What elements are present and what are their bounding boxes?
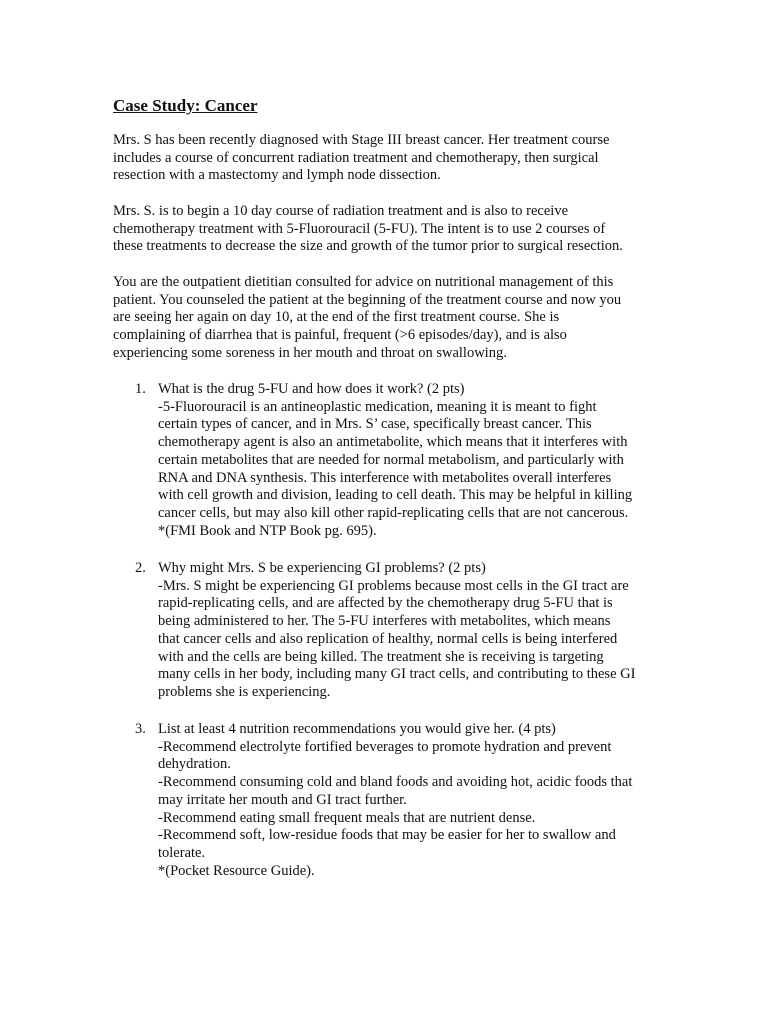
paragraph-line: includes a course of concurrent radiation treatment and chemotherapy, then surgical bbox=[113, 149, 599, 166]
question-body bbox=[158, 381, 632, 540]
answer-line: with cell growth and division, leading to cell death. This may be helpful in killing bbox=[158, 487, 633, 504]
answer-citation: *(FMI Book and NTP Book pg. 695). bbox=[158, 522, 377, 539]
intro-paragraph-diagnosis bbox=[113, 132, 653, 185]
question-number: 2. bbox=[135, 560, 146, 576]
answer-line: that cancer cells and also replication of healthy, normal cells is being interfered bbox=[158, 630, 618, 647]
question-body bbox=[158, 560, 635, 702]
question-prompt: Why might Mrs. S be experiencing GI problems? (2 pts) bbox=[158, 560, 486, 576]
answer-line: RNA and DNA synthesis. This interference with metabolites overall interferes bbox=[158, 469, 612, 486]
question-number: 1. bbox=[135, 381, 146, 397]
answer-line: may irritate her mouth and GI tract further. bbox=[158, 791, 407, 808]
paragraph-line: are seeing her again on day 10, at the end of the first treatment course. She is bbox=[113, 309, 560, 326]
answer-line: -Mrs. S might be experiencing GI problems because most cells in the GI tract are bbox=[158, 577, 629, 594]
answer-line: -Recommend electrolyte fortified beverages to promote hydration and prevent bbox=[158, 738, 612, 755]
paragraph-line: experiencing some soreness in her mouth and throat on swallowing. bbox=[113, 344, 507, 361]
answer-line: cancer cells, but may also kill other rapid-replicating cells that are not cancerous. bbox=[158, 504, 629, 521]
answer-line: problems she is experiencing. bbox=[158, 683, 331, 700]
answer-line: certain types of cancer, and in Mrs. S’ case, specifically breast cancer. This bbox=[158, 416, 592, 433]
answer-line: -Recommend consuming cold and bland foods and avoiding hot, acidic foods that bbox=[158, 774, 633, 791]
question-body bbox=[158, 721, 632, 880]
paragraph-line: resection with a mastectomy and lymph node dissection. bbox=[113, 167, 441, 184]
paragraph-line: Mrs. S has been recently diagnosed with Stage III breast cancer. Her treatment course bbox=[113, 132, 610, 148]
answer-line: -Recommend eating small frequent meals that are nutrient dense. bbox=[158, 809, 536, 826]
paragraph-line: chemotherapy treatment with 5-Fluorouracil (5-FU). The intent is to use 2 courses of bbox=[113, 220, 606, 237]
answer-line: rapid-replicating cells, and are affected by the chemotherapy drug 5-FU that is bbox=[158, 595, 613, 612]
answer-line: with and the cells are being killed. The treatment she is receiving is targeting bbox=[158, 648, 604, 665]
intro-paragraph-treatment bbox=[113, 203, 653, 256]
answer-line: -5-Fluorouracil is an antineoplastic medication, meaning it is meant to fight bbox=[158, 398, 597, 415]
question-number: 3. bbox=[135, 721, 146, 737]
paragraph-line: complaining of diarrhea that is painful, frequent (>6 episodes/day), and is also bbox=[113, 327, 567, 344]
paragraph-line: Mrs. S. is to begin a 10 day course of radiation treatment and is also to receive bbox=[113, 203, 569, 219]
question-prompt: What is the drug 5-FU and how does it work? (2 pts) bbox=[158, 381, 465, 397]
answer-line: being administered to her. The 5-FU interferes with metabolites, which means bbox=[158, 613, 611, 630]
answer-line: many cells in her body, including many GI tract cells, and contributing to these GI bbox=[158, 666, 636, 683]
intro-paragraph-dietitian bbox=[113, 274, 653, 363]
answer-line: chemotherapy agent is also an antimetabolite, which means that it interferes with bbox=[158, 434, 628, 451]
answer-line: certain metabolites that are needed for normal metabolism, and particularly with bbox=[158, 451, 624, 468]
answer-line: tolerate. bbox=[158, 844, 206, 861]
page-title: Case Study: Cancer bbox=[113, 96, 258, 115]
question-prompt: List at least 4 nutrition recommendations you would give her. (4 pts) bbox=[158, 721, 556, 737]
answer-line: dehydration. bbox=[158, 756, 231, 773]
paragraph-line: patient. You counseled the patient at the beginning of the treatment course and now you bbox=[113, 291, 622, 308]
paragraph-line: these treatments to decrease the size and growth of the tumor prior to surgical resection. bbox=[113, 238, 623, 255]
answer-citation: *(Pocket Resource Guide). bbox=[158, 862, 315, 879]
answer-line: -Recommend soft, low-residue foods that may be easier for her to swallow and bbox=[158, 827, 616, 844]
paragraph-line: You are the outpatient dietitian consulted for advice on nutritional management of this bbox=[113, 274, 614, 290]
